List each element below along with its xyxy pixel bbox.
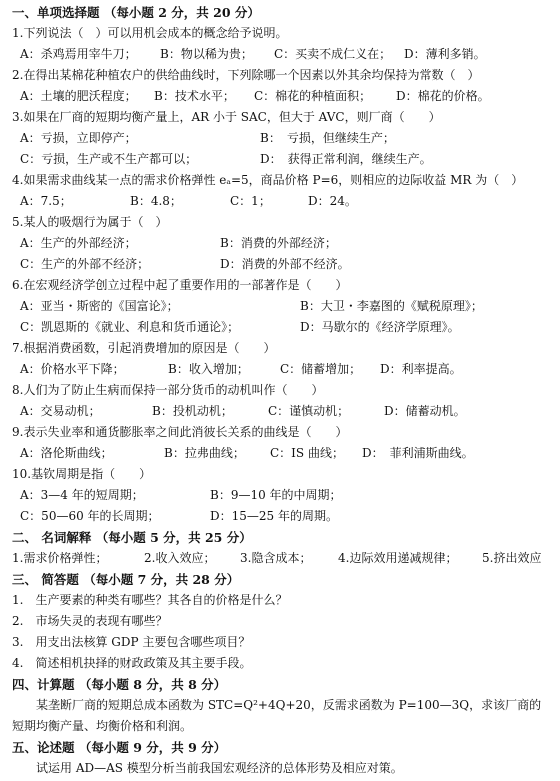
term-5: 5.挤出效应 — [482, 551, 542, 565]
section-title-essay: 五、论述题 （每小题 9 分，共 9 分） — [12, 740, 227, 755]
option-a: A：洛伦斯曲线； — [20, 446, 113, 460]
essay-question: 试运用 AD—AS 模型分析当前我国宏观经济的总体形势及相应对策。 — [36, 761, 403, 775]
option-a: A：价格水平下降； — [20, 362, 125, 376]
option-c: C：储蓄增加； — [280, 362, 362, 376]
term-4: 4.边际效用递减规律； — [338, 551, 458, 565]
option-d: D：利率提高。 — [380, 362, 462, 376]
option-c: C：50—60 年的长周期； — [20, 509, 160, 523]
option-a: A：3—4 年的短周期； — [20, 488, 144, 502]
options-10a — [12, 485, 552, 506]
question-6: 6.在宏观经济学创立过程中起了重要作用的一部著作是（ ） — [12, 278, 348, 292]
term-3: 3.隐含成本； — [240, 551, 312, 565]
calc-question: 某垄断厂商的短期总成本函数为 STC=Q²+4Q+20，反需求函数为 P=100—3Q，求该厂商的短期均衡产量、均衡价格和利润。 — [12, 698, 542, 733]
options-6b — [12, 317, 552, 338]
option-a: A：亏损，立即停产； — [20, 131, 137, 145]
options-7 — [12, 359, 552, 380]
options-5a — [12, 233, 552, 254]
option-d: D：24。 — [308, 194, 357, 208]
option-b: B：物以稀为贵； — [160, 47, 253, 61]
question-5: 5.某人的吸烟行为属于（ ） — [12, 215, 168, 229]
option-c: C：棉花的种植面积； — [254, 89, 372, 103]
options-3a — [12, 128, 552, 149]
option-d: D：薄利多销。 — [404, 47, 486, 61]
option-d: D： 获得正常利润，继续生产。 — [260, 152, 432, 166]
options-4 — [12, 191, 552, 212]
term-2: 2.收入效应； — [144, 551, 216, 565]
options-5b — [12, 254, 552, 275]
option-c: C：亏损，生产或不生产都可以； — [20, 152, 198, 166]
option-b: B：收入增加； — [168, 362, 249, 376]
option-c: C：IS 曲线； — [270, 446, 344, 460]
question-1: 1.下列说法（ ）可以用机会成本的概念给予说明。 — [12, 26, 288, 40]
options-10b — [12, 506, 552, 527]
option-b: B： 亏损，但继续生产； — [260, 131, 395, 145]
question-10: 10.基钦周期是指（ ） — [12, 467, 152, 481]
section-title-calc: 四、计算题 （每小题 8 分，共 8 分） — [12, 677, 227, 692]
option-b: B：4.8； — [130, 194, 182, 208]
question-9: 9.表示失业率和通货膨胀率之间此消彼长关系的曲线是（ ） — [12, 425, 348, 439]
option-d: D：棉花的价格。 — [396, 89, 490, 103]
option-a: A：生产的外部经济； — [20, 236, 137, 250]
option-b: B：投机动机； — [152, 404, 233, 418]
section-title-terms: 二、 名词解释 （每小题 5 分，共 25 分） — [12, 530, 252, 545]
question-3: 3.如果在厂商的短期均衡产量上，AR 小于 SAC，但大于 AVC，则厂商（ ） — [12, 110, 441, 124]
option-b: B：消费的外部经济； — [220, 236, 337, 250]
option-d: D：储蓄动机。 — [384, 404, 466, 418]
short-question-2: 2. 市场失灵的表现有哪些？ — [12, 614, 168, 628]
option-a: A：7.5； — [20, 194, 72, 208]
option-d: D： 菲利浦斯曲线。 — [362, 446, 474, 460]
section-title-mcq: 一、单项选择题 （每小题 2 分，共 20 分） — [12, 5, 260, 20]
short-question-4: 4. 简述相机抉择的财政政策及其主要手段。 — [12, 656, 252, 670]
option-a: A：交易动机； — [20, 404, 101, 418]
option-d: D：马歇尔的《经济学原理》。 — [300, 320, 460, 334]
options-1 — [12, 44, 552, 65]
option-c: C：谨慎动机； — [268, 404, 350, 418]
options-9 — [12, 443, 552, 464]
short-question-3: 3. 用支出法核算 GDP 主要包含哪些项目？ — [12, 635, 251, 649]
option-c: C：买卖不成仁义在； — [274, 47, 392, 61]
question-4: 4.如果需求曲线某一点的需求价格弹性 eₐ=5，商品价格 P=6，则相应的边际收益 MR 为（ ） — [12, 173, 524, 187]
short-question-1: 1. 生产要素的种类有哪些？其各自的价格是什么？ — [12, 593, 288, 607]
options-8 — [12, 401, 552, 422]
question-8: 8.人们为了防止生病而保持一部分货币的动机叫作（ ） — [12, 383, 324, 397]
options-3b — [12, 149, 552, 170]
option-c: C：生产的外部不经济； — [20, 257, 150, 271]
options-2 — [12, 86, 552, 107]
option-b: B：拉弗曲线； — [164, 446, 245, 460]
terms-row — [12, 548, 552, 569]
option-d: D：15—25 年的周期。 — [210, 509, 338, 523]
section-title-short: 三、 简答题 （每小题 7 分，共 28 分） — [12, 572, 240, 587]
option-c: C：1； — [230, 194, 271, 208]
option-b: B：大卫・李嘉图的《赋税原理》； — [300, 299, 483, 313]
option-b: B：9—10 年的中周期； — [210, 488, 342, 502]
option-d: D：消费的外部不经济。 — [220, 257, 350, 271]
options-6a — [12, 296, 552, 317]
question-7: 7.根据消费函数，引起消费增加的原因是（ ） — [12, 341, 276, 355]
question-2: 2.在得出某棉花种植农户的供给曲线时，下列除哪一个因素以外其余均保持为常数（ ） — [12, 68, 480, 82]
term-1: 1.需求价格弹性； — [12, 551, 108, 565]
option-c: C：凯恩斯的《就业、利息和货币通论》； — [20, 320, 240, 334]
option-a: A：土壤的肥沃程度； — [20, 89, 137, 103]
option-a: A：杀鸡焉用宰牛刀； — [20, 47, 137, 61]
option-a: A：亚当・斯密的《国富论》； — [20, 299, 179, 313]
option-b: B：技术水平； — [154, 89, 235, 103]
